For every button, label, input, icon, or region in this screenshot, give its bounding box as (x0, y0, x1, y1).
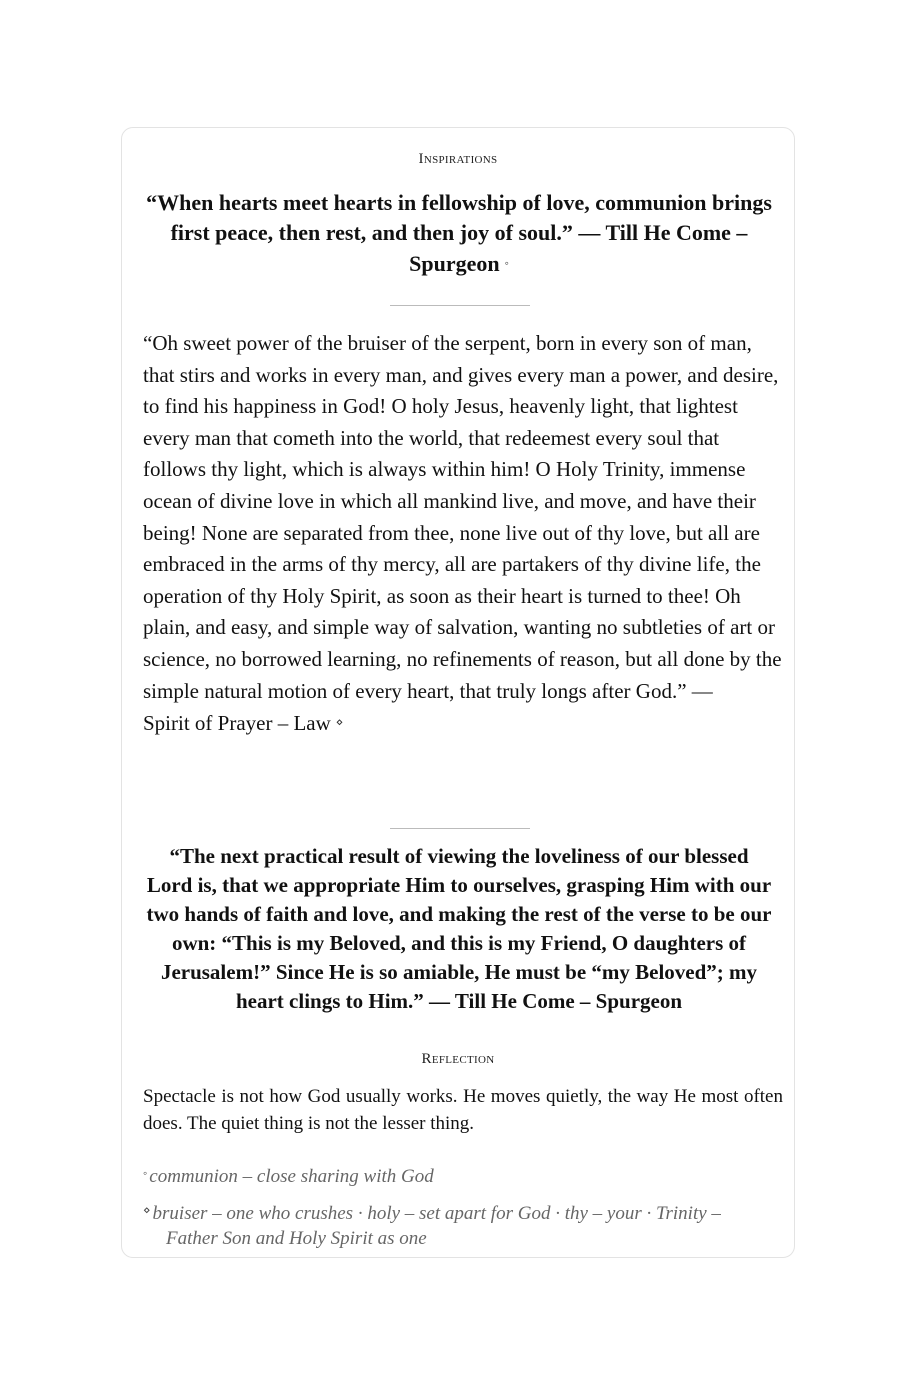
footnote-text: communion – close sharing with God (149, 1166, 434, 1187)
footnote-marker-circle: ◦ (504, 256, 509, 270)
quote-attribution: — Till He Come – Spurgeon (409, 220, 748, 276)
quote-spurgeon-beloved (146, 842, 772, 1016)
quote-spurgeon-fellowship (142, 188, 776, 279)
quote-text: “Oh sweet power of the bruiser of the serpent, born in every son of man, that stirs and works in every man, and gives every man a power, and desire, to find his happiness in God! O holy Jesus, heavenly light, that lightest every man that cometh into the world, that redeemest every soul that follows thy light, which is always within him! O Holy Trinity, immense ocean of divine love in which all mankind live, and move, and have their being! None are separated from thee, none live out of thy love, but all are embraced in the arms of thy mercy, all are partakers of thy divine life, the operation of thy Holy Spirit, as soon as their heart is turned to thee! Oh plain, and easy, and simple way of salvation, wanting no subtleties of art or science, no borrowed learning, no refinements of reason, but all done by the simple natural motion of every heart, that truly longs after God.” — (143, 331, 782, 703)
footnotes (143, 1161, 763, 1260)
quote-law-spirit-of-prayer (143, 328, 783, 740)
devotional-card (121, 127, 795, 1258)
quote-text: “When hearts meet hearts in fellowship of love, communion brings first peace, then rest, and then joy of soul.” (146, 190, 772, 245)
footnote-item (143, 1198, 763, 1251)
reflection-text: Spectacle is not how God usually works. He moves quietly, the way He most often does. The quiet thing is not the lesser thing. (143, 1086, 783, 1134)
reflection-heading: Reflection (421, 1051, 495, 1067)
section-divider (390, 305, 530, 306)
footnote-marker-diamond: ⋄ (335, 715, 344, 730)
quote-attribution: Spirit of Prayer – Law (143, 711, 331, 736)
quote-text: “The next practical result of viewing the loveliness of our blessed Lord is, that we appropriate Him to ourselves, grasping Him with our two hands of faith and love, and making the rest of the verse to be our own: “This is my Beloved, and this is my Friend, O daughters of Jerusalem!” Since He is so amiable, He must be “my Beloved”; my heart clings to Him.” (146, 844, 772, 1013)
footnote-marker: ⋄ (143, 1203, 151, 1217)
footnote-item (143, 1161, 763, 1189)
quote-attribution: — Till He Come – Spurgeon (429, 989, 683, 1013)
footnote-text: bruiser – one who crushes · holy – set apart for God · thy – your · Trinity – Father Son and Holy Spirit as one (152, 1203, 721, 1249)
inspirations-heading: Inspirations (418, 151, 498, 167)
section-divider (390, 828, 530, 829)
footnote-marker: ◦ (143, 1166, 148, 1180)
